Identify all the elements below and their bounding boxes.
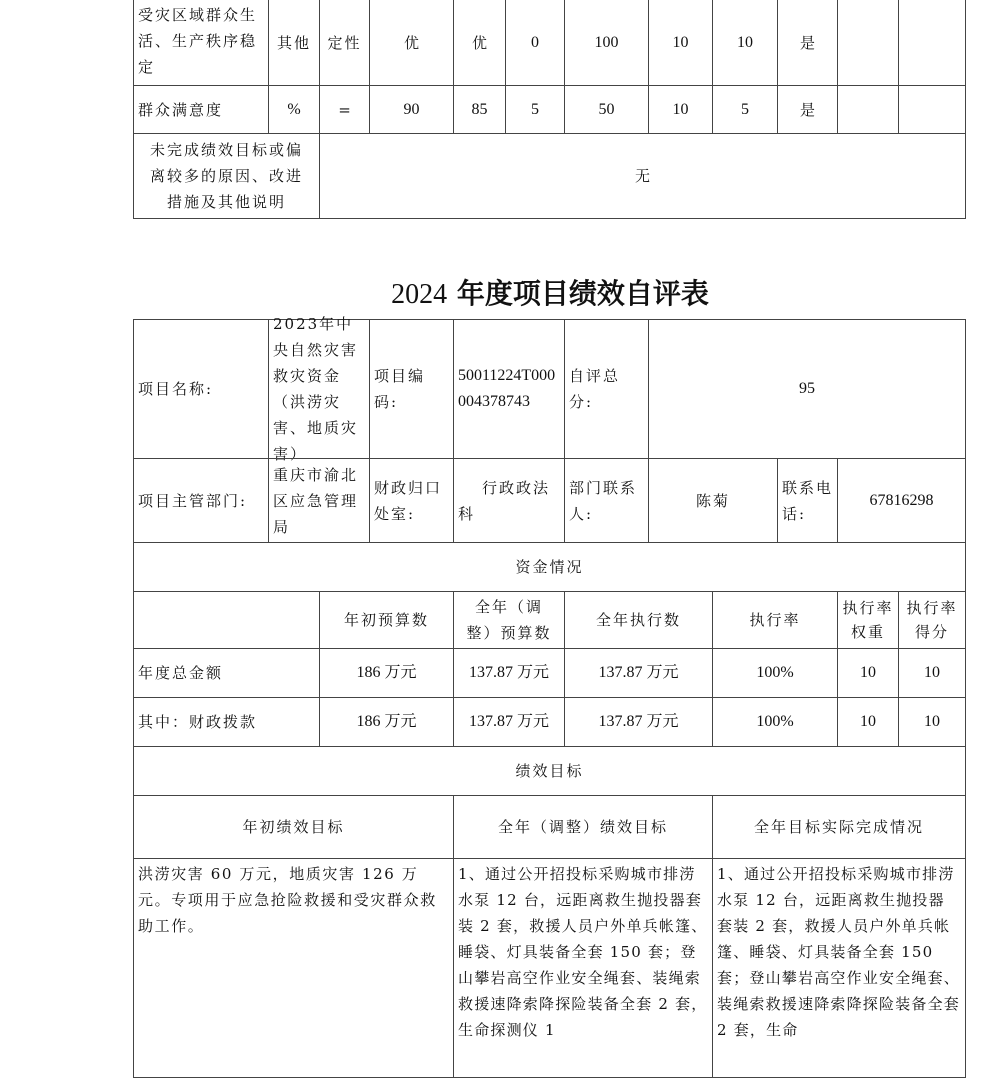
row-label-text: 其中：财政拨款 bbox=[138, 713, 258, 731]
value-text: 186 万元 bbox=[356, 713, 417, 730]
type-text: % bbox=[287, 100, 301, 118]
value-text: 67816298 bbox=[869, 491, 934, 509]
goal-text: 洪涝灾害 60 万元，地质灾害 126 万元。专项用于应急抢险救援和受灾群众救助工作。 bbox=[138, 865, 437, 935]
funding-header-initial bbox=[319, 591, 454, 649]
title-text: 年度项目绩效自评表 bbox=[456, 277, 709, 310]
phone-value bbox=[837, 458, 966, 543]
dept-value bbox=[268, 458, 370, 543]
funding-initial bbox=[319, 697, 454, 747]
funding-header-adjusted bbox=[453, 591, 565, 649]
header-text: 全年目标实际完成情况 bbox=[753, 818, 924, 836]
funding-header-empty bbox=[133, 591, 320, 649]
funding-header-weight bbox=[837, 591, 899, 649]
section-title-text: 绩效目标 bbox=[515, 762, 584, 780]
label-text: 部门联系人: bbox=[569, 478, 638, 523]
project-name-value bbox=[268, 315, 370, 463]
extra-cell bbox=[898, 0, 966, 86]
value-text: 10 bbox=[860, 664, 876, 681]
phone-label bbox=[777, 458, 838, 543]
contact-label bbox=[564, 458, 649, 543]
funding-header-score bbox=[898, 591, 966, 649]
value-text: 行政政法科 bbox=[458, 478, 551, 523]
completion-cell bbox=[564, 85, 649, 134]
nature-cell bbox=[319, 85, 370, 134]
value-text: 186 万元 bbox=[356, 664, 417, 681]
weight-text: 10 bbox=[672, 100, 689, 118]
finance-office-label bbox=[369, 458, 454, 543]
header-text: 全年执行数 bbox=[595, 611, 681, 629]
value-text: 137.87 万元 bbox=[598, 713, 679, 730]
deviation-cell bbox=[505, 0, 565, 86]
header-text: 执行率得分 bbox=[906, 599, 958, 641]
goals-section-title bbox=[133, 746, 966, 796]
target-text: 优 bbox=[403, 33, 419, 52]
completion-text: 100 bbox=[594, 33, 619, 51]
target-cell bbox=[369, 0, 454, 86]
extra-cell bbox=[898, 85, 966, 134]
extra-cell bbox=[837, 0, 899, 86]
value-text: 重庆市渝北区应急管理局 bbox=[273, 465, 359, 536]
indicator-text: 群众满意度 bbox=[138, 100, 224, 119]
indicator-text: 受灾区域群众生活、生产秩序稳定 bbox=[138, 6, 258, 76]
nature-text: 定性 bbox=[327, 33, 362, 52]
value-text: 137.87 万元 bbox=[598, 664, 679, 681]
goal-text: 1、通过公开招投标采购城市排涝水泵 12 台，远距离救生抛投器套装 2 套，救援人员户外单兵帐篷、睡袋、灯具装备全套 150 套；登山攀岩高空作业安全绳套、装绳索救援速降索降探险装备全套 2 套，生命探测仪 1 bbox=[458, 865, 708, 1039]
actual-cell bbox=[453, 85, 506, 134]
reason-label bbox=[133, 133, 320, 219]
value-text: 50011224T000004378743 bbox=[458, 367, 556, 410]
goals-initial-text bbox=[133, 858, 454, 1078]
funding-rate bbox=[712, 697, 838, 747]
project-code-value bbox=[453, 319, 565, 459]
project-name-label bbox=[133, 319, 269, 459]
label-text: 联系电话: bbox=[782, 478, 834, 523]
goals-adjusted-text bbox=[453, 858, 713, 1078]
deviation-text: 0 bbox=[531, 33, 539, 51]
project-code-label bbox=[369, 319, 454, 459]
actual-cell bbox=[453, 0, 506, 86]
weight-cell bbox=[648, 0, 713, 86]
funding-executed bbox=[564, 648, 713, 698]
label-text: 项目名称: bbox=[138, 380, 214, 398]
funding-rate bbox=[712, 648, 838, 698]
met-cell bbox=[777, 0, 838, 86]
funding-executed bbox=[564, 697, 713, 747]
label-text: 财政归口处室: bbox=[374, 478, 443, 523]
goals-header-actual bbox=[712, 795, 966, 859]
funding-row-label bbox=[133, 648, 320, 698]
completion-cell bbox=[564, 0, 649, 86]
met-text: 是 bbox=[799, 100, 815, 119]
deviation-text: 5 bbox=[531, 100, 539, 118]
goals-header-adjusted bbox=[453, 795, 713, 859]
score-text: 10 bbox=[737, 33, 753, 51]
value-text: 2023年中央自然灾害救灾资金（洪涝灾害、地质灾害） bbox=[273, 315, 359, 463]
value-text: 137.87 万元 bbox=[468, 713, 549, 730]
funding-score bbox=[898, 648, 966, 698]
goals-header-initial bbox=[133, 795, 454, 859]
funding-score bbox=[898, 697, 966, 747]
header-text: 年初预算数 bbox=[343, 611, 429, 629]
value-text: 10 bbox=[860, 713, 876, 730]
total-score-value bbox=[648, 319, 966, 459]
value-text: 10 bbox=[924, 664, 940, 681]
met-text: 是 bbox=[799, 33, 815, 52]
target-cell bbox=[369, 85, 454, 134]
value-text: 陈菊 bbox=[695, 491, 730, 510]
section-title-text: 资金情况 bbox=[515, 558, 584, 576]
reason-value-text: 无 bbox=[634, 167, 650, 185]
actual-text: 85 bbox=[471, 100, 488, 118]
funding-section-title bbox=[133, 542, 966, 592]
value-text: 137.87 万元 bbox=[468, 664, 549, 681]
header-text: 年初绩效目标 bbox=[242, 818, 345, 836]
total-score-label bbox=[564, 319, 649, 459]
value-text: 100% bbox=[756, 664, 794, 681]
target-text: 90 bbox=[403, 100, 420, 118]
funding-adjusted bbox=[453, 648, 565, 698]
score-cell bbox=[712, 85, 778, 134]
value-text: 10 bbox=[924, 713, 940, 730]
weight-text: 10 bbox=[672, 33, 689, 51]
dept-label bbox=[133, 458, 269, 543]
value-text: 100% bbox=[756, 713, 794, 730]
header-text: 全年（调整）绩效目标 bbox=[497, 818, 668, 836]
indicator-cell bbox=[133, 0, 269, 86]
goal-text: 1、通过公开招投标采购城市排涝水泵 12 台，远距离救生抛投器套装 2 套，救援人员户外单兵帐篷、睡袋、灯具装备全套 150 套；登山攀岩高空作业安全绳套、装绳索救援速降索降探险装备全套 2 套，生命 bbox=[717, 865, 961, 1039]
completion-text: 50 bbox=[598, 100, 615, 118]
funding-header-rate bbox=[712, 591, 838, 649]
extra-cell bbox=[837, 85, 899, 134]
header-text: 全年（调整）预算数 bbox=[466, 598, 552, 642]
score-cell bbox=[712, 0, 778, 86]
nature-cell bbox=[319, 0, 370, 86]
reason-value bbox=[319, 133, 966, 219]
funding-weight bbox=[837, 648, 899, 698]
finance-office-value bbox=[453, 458, 565, 543]
funding-header-executed bbox=[564, 591, 713, 649]
value-text: 95 bbox=[799, 380, 815, 397]
funding-adjusted bbox=[453, 697, 565, 747]
type-cell bbox=[268, 85, 320, 134]
met-cell bbox=[777, 85, 838, 134]
funding-initial bbox=[319, 648, 454, 698]
funding-row-label bbox=[133, 697, 320, 747]
title-year: 2024 bbox=[391, 279, 448, 310]
label-text: 项目编码: bbox=[374, 367, 426, 411]
nature-text: = bbox=[338, 100, 351, 119]
page-title bbox=[0, 272, 1000, 312]
weight-cell bbox=[648, 85, 713, 134]
funding-weight bbox=[837, 697, 899, 747]
indicator-cell bbox=[133, 85, 269, 134]
contact-value bbox=[648, 458, 778, 543]
label-text: 自评总分: bbox=[569, 367, 621, 411]
actual-text: 优 bbox=[471, 33, 487, 52]
header-text: 执行率权重 bbox=[842, 599, 894, 641]
type-cell bbox=[268, 0, 320, 86]
goals-actual-text bbox=[712, 858, 966, 1078]
row-label-text: 年度总金额 bbox=[138, 664, 224, 682]
reason-label-text: 未完成绩效目标或偏离较多的原因、改进措施及其他说明 bbox=[149, 141, 303, 211]
header-text: 执行率 bbox=[749, 611, 801, 629]
type-text: 其他 bbox=[276, 33, 311, 52]
score-text: 5 bbox=[741, 100, 749, 118]
deviation-cell bbox=[505, 85, 565, 134]
label-text: 项目主管部门: bbox=[138, 491, 248, 510]
